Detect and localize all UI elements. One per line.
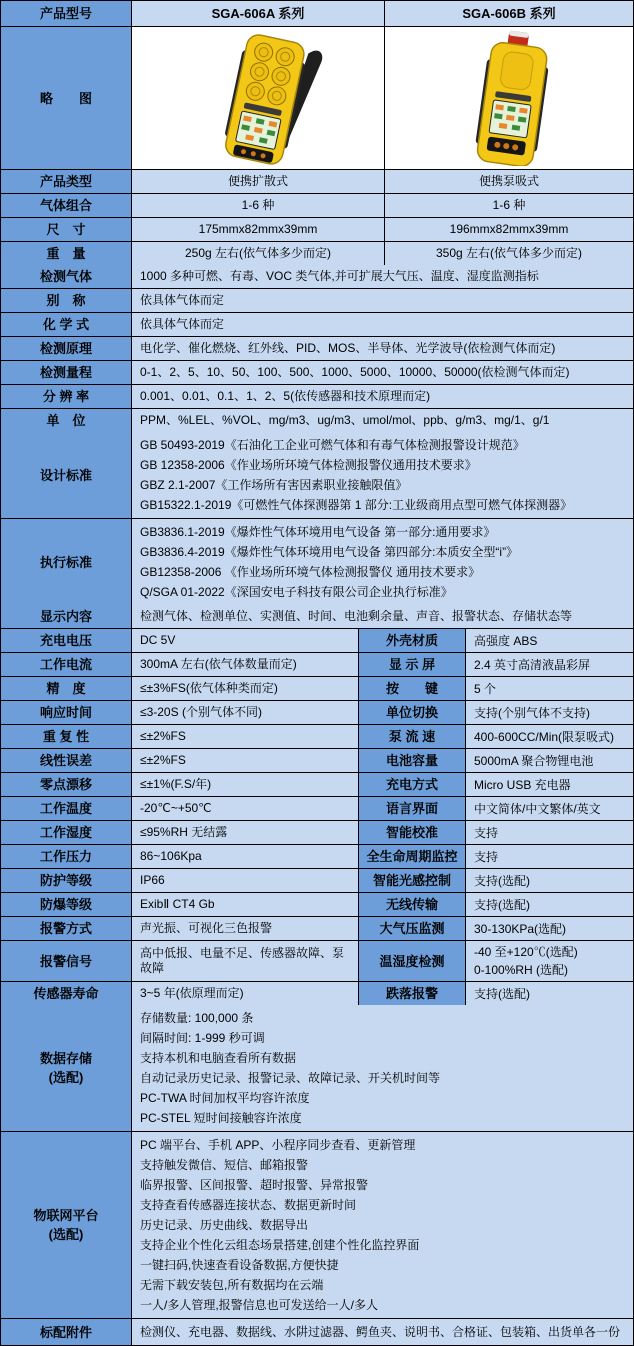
pair-row: [1, 821, 633, 845]
sketch-label: 略 图: [1, 27, 131, 169]
row-label-left: 响应时间: [1, 701, 131, 724]
standard-line: GB12358-2006 《作业场所环境气体检测报警仪 通用技术要求》: [140, 565, 481, 579]
block-line: 间隔时间: 1-999 秒可调: [140, 1031, 265, 1045]
left-value: ≤95%RH 无结露: [131, 821, 358, 844]
row-label-left: 工作湿度: [1, 821, 131, 844]
left-value: IP66: [131, 869, 358, 892]
block-line: 一人/多人管理,报警信息也可发送给一人/多人: [140, 1298, 379, 1312]
row-label: 标配附件: [1, 1319, 131, 1345]
pair-row: [1, 845, 633, 869]
pair-row: [1, 893, 633, 917]
pair-row: [1, 749, 633, 773]
block-line: 支持触发微信、短信、邮箱报警: [140, 1158, 309, 1172]
standard-line: GB3836.1-2019《爆炸性气体环境用电气设备 第一部分:通用要求》: [140, 525, 496, 539]
pair-row: [1, 677, 633, 701]
block-line: PC 端平台、手机 APP、小程序同步查看、更新管理: [140, 1138, 416, 1152]
block-line: 支持企业个性化云组态场景搭建,创建个性化监控界面: [140, 1238, 420, 1252]
right-value-line2: 0-100%RH (选配): [474, 963, 569, 977]
row-label: 尺 寸: [1, 218, 131, 241]
right-value: [465, 797, 633, 820]
standards-section: [1, 432, 633, 605]
row-label: 产品类型: [1, 170, 131, 193]
info-row: [1, 385, 633, 409]
row-label-right: 外壳材质: [358, 629, 465, 652]
header-label: 产品型号: [1, 1, 131, 26]
right-value: [465, 653, 633, 676]
left-value: 86~106Kpa: [131, 845, 358, 868]
row-label: [1, 1132, 131, 1318]
accessories-row: [1, 1319, 633, 1345]
left-value: 3~5 年(依原理而定): [131, 982, 358, 1005]
row-label-left: 线性误差: [1, 749, 131, 772]
row-label: 检测量程: [1, 361, 131, 384]
storage-lines: [131, 1005, 633, 1131]
row-label-right: 全生命周期监控: [358, 845, 465, 868]
right-value-line1: 支持: [474, 849, 499, 864]
row-label: 执行标准: [1, 519, 131, 605]
pair-row: [1, 653, 633, 677]
row-label-right: 语言界面: [358, 797, 465, 820]
row-label: 检测原理: [1, 337, 131, 360]
row-label-left: 零点漂移: [1, 773, 131, 796]
row-value: 电化学、催化燃烧、红外线、PID、MOS、半导体、光学波导(依检测气体而定): [131, 337, 633, 360]
right-value: [465, 677, 633, 700]
row-label-line1: 数据存储: [39, 1051, 92, 1066]
right-value: [465, 941, 633, 981]
pair-row: [1, 869, 633, 893]
right-value-line1: 400-600CC/Min(限泵吸式): [474, 729, 615, 744]
series-b-value: 1-6 种: [384, 194, 633, 217]
row-label-right: 智能光感控制: [358, 869, 465, 892]
block-line: 临界报警、区间报警、超时报警、异常报警: [140, 1178, 369, 1192]
standard-line: GB 12358-2006《作业场所环境气体检测报警仪通用技术要求》: [140, 458, 477, 472]
block-line: 支持本机和电脑查看所有数据: [140, 1051, 297, 1065]
standard-line: GBZ 2.1-2007《工作场所有害因素职业接触限值》: [140, 478, 408, 492]
iot-lines: [131, 1132, 633, 1318]
pair-row: [1, 725, 633, 749]
pair-row: [1, 701, 633, 725]
left-value: DC 5V: [131, 629, 358, 652]
series-a-value: 1-6 种: [131, 194, 384, 217]
right-value: [465, 749, 633, 772]
pair-row: [1, 797, 633, 821]
left-value: ≤±1%(F.S/年): [131, 773, 358, 796]
series-b-value: 196mmx82mmx39mm: [384, 218, 633, 241]
compare-row: [1, 194, 633, 218]
row-value: 依具体气体而定: [131, 313, 633, 336]
standards-lines: [131, 432, 633, 518]
row-label-line2: (选配): [48, 1070, 84, 1085]
standard-line: GB3836.4-2019《爆炸性气体环境用电气设备 第四部分:本质安全型“i”》: [140, 545, 519, 559]
pair-row: [1, 917, 633, 941]
row-value: 依具体气体而定: [131, 289, 633, 312]
series-a-value: 250g 左右(依气体多少而定): [131, 242, 384, 265]
row-label-line1: 物联网平台: [33, 1208, 99, 1223]
standards-lines: [131, 519, 633, 605]
row-label-right: 单位切换: [358, 701, 465, 724]
compare-row: [1, 170, 633, 194]
left-value: ≤±2%FS: [131, 749, 358, 772]
right-value-line1: 5 个: [474, 681, 497, 696]
row-label-right: 无线传输: [358, 893, 465, 916]
row-label-left: 传感器寿命: [1, 982, 131, 1005]
series-a-value: 便携扩散式: [131, 170, 384, 193]
left-value: 300mA 左右(依气体数量而定): [131, 653, 358, 676]
row-value: 0.001、0.01、0.1、1、2、5(依传感器和技术原理而定): [131, 385, 633, 408]
right-value-line1: Micro USB 充电器: [474, 777, 571, 792]
block-line: PC-TWA 时间加权平均容许浓度: [140, 1091, 310, 1105]
info-row: [1, 337, 633, 361]
row-label: 别 称: [1, 289, 131, 312]
right-value: [465, 725, 633, 748]
row-label-right: 显 示 屏: [358, 653, 465, 676]
right-value: [465, 845, 633, 868]
block-line: 一键扫码,快速查看设备数据,方便快捷: [140, 1258, 339, 1272]
iot-platform-row: [1, 1132, 633, 1319]
info-row: [1, 265, 633, 289]
row-label-left: 报警方式: [1, 917, 131, 940]
info-row: [1, 313, 633, 337]
pair-row: [1, 982, 633, 1005]
left-value: ≤3-20S (个别气体不同): [131, 701, 358, 724]
row-label-right: 温湿度检测: [358, 941, 465, 981]
pair-section: [1, 629, 633, 1005]
row-value: PPM、%LEL、%VOL、mg/m3、ug/m3、umol/mol、ppb、g/m3、mg/1、g/1: [131, 409, 633, 432]
row-label-left: 重 复 性: [1, 725, 131, 748]
series-a-value: 175mmx82mmx39mm: [131, 218, 384, 241]
block-line: 无需下载安装包,所有数据均在云端: [140, 1278, 324, 1292]
left-value: ≤±3%FS(依气体种类而定): [131, 677, 358, 700]
block-line: PC-STEL 短时间接触容许浓度: [140, 1111, 302, 1125]
row-value: 检测仪、充电器、数据线、水阱过滤器、鳄鱼夹、说明书、合格证、包装箱、出货单各一份: [131, 1319, 633, 1345]
standards-row: [1, 519, 633, 605]
row-label-left: 精 度: [1, 677, 131, 700]
left-value: 声光振、可视化三色报警: [131, 917, 358, 940]
series-b-value: 350g 左右(依气体多少而定): [384, 242, 633, 265]
compare-row: [1, 242, 633, 265]
block-line: 自动记录历史记录、报警记录、故障记录、开关机时间等: [140, 1071, 441, 1085]
right-value-line1: 5000mA 聚合物锂电池: [474, 753, 594, 768]
row-label: 分 辨 率: [1, 385, 131, 408]
row-label-left: 工作压力: [1, 845, 131, 868]
pair-row: [1, 629, 633, 653]
right-value: [465, 893, 633, 916]
info-row: [1, 409, 633, 432]
row-label-right: 充电方式: [358, 773, 465, 796]
row-label: 显示内容: [1, 605, 131, 628]
row-label-right: 大气压监测: [358, 917, 465, 940]
series-a-title: SGA-606A 系列: [131, 1, 384, 26]
right-value: [465, 629, 633, 652]
row-value: 检测气体、检测单位、实测值、时间、电池剩余量、声音、报警状态、存储状态等: [131, 605, 633, 628]
diffusion-detector-image: [148, 30, 368, 166]
left-value: -20℃~+50℃: [131, 797, 358, 820]
info-row: [1, 361, 633, 385]
table-header-row: [1, 1, 633, 27]
right-value: [465, 821, 633, 844]
block-line: 历史记录、历史曲线、数据导出: [140, 1218, 309, 1232]
left-value: ExibⅡ CT4 Gb: [131, 893, 358, 916]
row-label: 化 学 式: [1, 313, 131, 336]
right-value-line1: 2.4 英寸高清液晶彩屏: [474, 657, 591, 672]
row-label-left: 报警信号: [1, 941, 131, 981]
right-value: [465, 773, 633, 796]
row-label-line2: (选配): [48, 1227, 84, 1242]
left-value: 高中低报、电量不足、传感器故障、泵故障: [131, 941, 358, 981]
standards-row: [1, 432, 633, 519]
device-a-image-cell: [131, 27, 384, 169]
right-value-line1: 支持(选配): [474, 873, 530, 888]
block-line: 支持查看传感器连接状态、数据更新时间: [140, 1198, 357, 1212]
right-value-line1: 支持: [474, 825, 499, 840]
info-section: [1, 265, 633, 432]
device-b-image-cell: [384, 27, 633, 169]
row-label-right: 智能校准: [358, 821, 465, 844]
row-label-right: 电池容量: [358, 749, 465, 772]
row-label-left: 防爆等级: [1, 893, 131, 916]
row-label-left: 防护等级: [1, 869, 131, 892]
display-content-row: [1, 605, 633, 629]
info-row: [1, 289, 633, 313]
right-value-line1: 30-130KPa(选配): [474, 921, 567, 936]
right-value: [465, 869, 633, 892]
row-label-right: 跌落报警: [358, 982, 465, 1005]
series-b-title: SGA-606B 系列: [384, 1, 633, 26]
row-label-left: 充电电压: [1, 629, 131, 652]
right-value: [465, 917, 633, 940]
standard-line: GB15322.1-2019《可燃性气体探测器第 1 部分:工业级商用点型可燃气体探测器》: [140, 498, 573, 512]
right-value-line1: 高强度 ABS: [474, 633, 538, 648]
sketch-row: [1, 27, 633, 170]
pair-row: [1, 941, 633, 982]
right-value-line1: -40 至+120℃(选配): [474, 945, 578, 959]
pump-detector-image: [399, 30, 619, 166]
right-value: [465, 701, 633, 724]
pair-row: [1, 773, 633, 797]
series-b-value: 便携泵吸式: [384, 170, 633, 193]
right-value: [465, 982, 633, 1005]
row-label-right: 按 键: [358, 677, 465, 700]
row-label: 气体组合: [1, 194, 131, 217]
row-label-left: 工作温度: [1, 797, 131, 820]
row-label-right: 泵 流 速: [358, 725, 465, 748]
standard-line: Q/SGA 01-2022《深国安电子科技有限公司企业执行标准》: [140, 585, 453, 599]
compare-section: [1, 170, 633, 265]
row-label: 检测气体: [1, 265, 131, 288]
left-value: ≤±2%FS: [131, 725, 358, 748]
standard-line: GB 50493-2019《石油化工企业可燃气体和有毒气体检测报警设计规范》: [140, 438, 525, 452]
right-value-line1: 支持(选配): [474, 986, 530, 1001]
row-label: 重 量: [1, 242, 131, 265]
right-value-line1: 支持(个别气体不支持): [474, 705, 590, 720]
row-value: 1000 多种可燃、有毒、VOC 类气体,并可扩展大气压、温度、湿度监测指标: [131, 265, 633, 288]
row-label: 单 位: [1, 409, 131, 432]
data-storage-row: [1, 1005, 633, 1132]
row-value: 0-1、2、5、10、50、100、500、1000、5000、10000、50000(依检测气体而定): [131, 361, 633, 384]
block-line: 存储数量: 100,000 条: [140, 1011, 254, 1025]
row-label: 设计标准: [1, 432, 131, 518]
compare-row: [1, 218, 633, 242]
right-value-line1: 中文简体/中文繁体/英文: [474, 801, 601, 816]
row-label-left: 工作电流: [1, 653, 131, 676]
row-label: [1, 1005, 131, 1131]
right-value-line1: 支持(选配): [474, 897, 530, 912]
